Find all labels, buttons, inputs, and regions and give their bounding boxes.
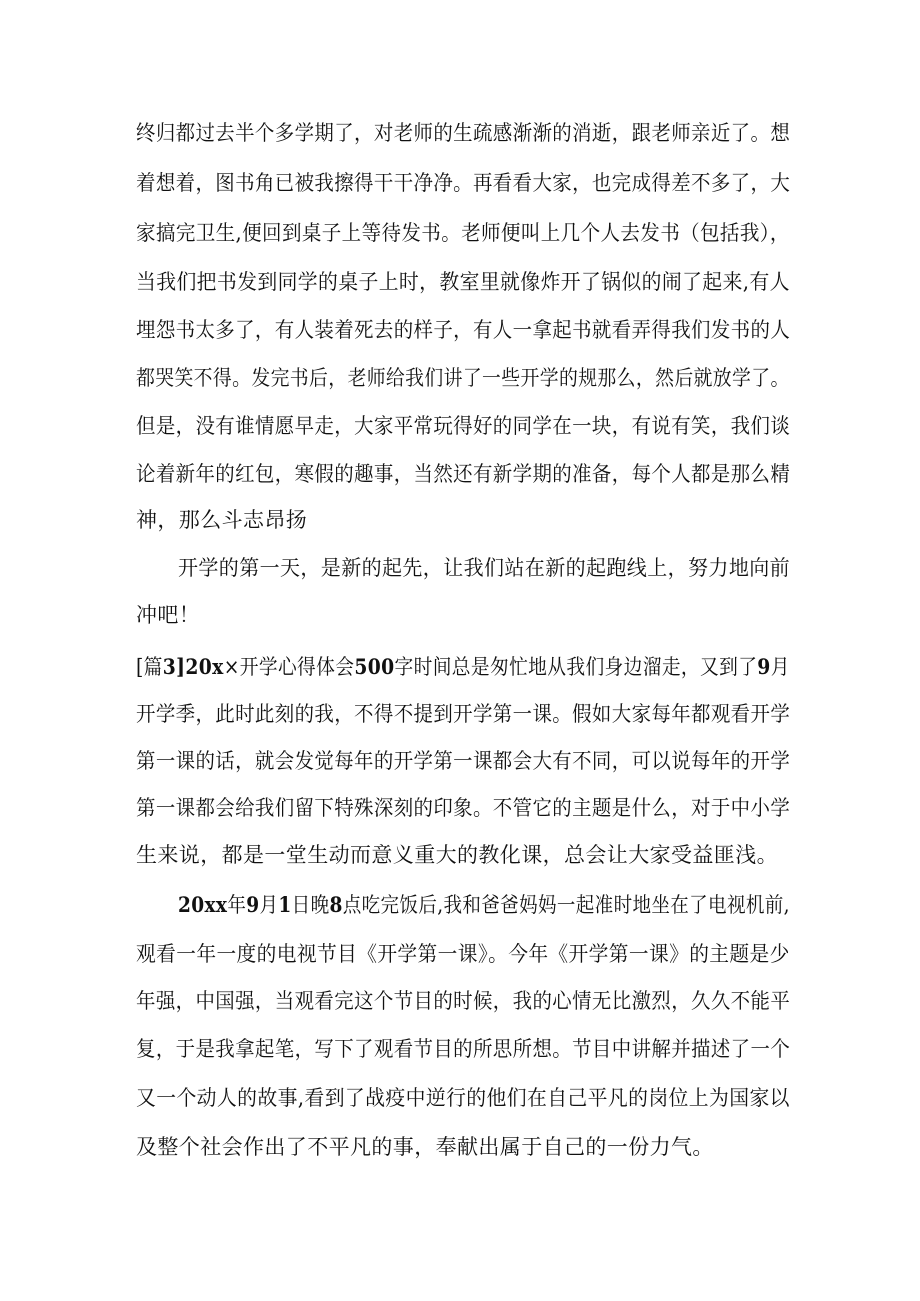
paragraph-1-line: 着想着，图书角已被我擦得干干净净。再看看大家，也完成得差不多了，大 <box>136 171 791 195</box>
paragraph-1-line: 论着新年的红包，寒假的趣事，当然还有新学期的准备，每个人都是那么精 <box>136 462 791 486</box>
paragraph-2-line: 冲吧！ <box>136 603 201 627</box>
date-text: 月 <box>259 893 279 917</box>
paragraph-1-line: 埋怨书太多了，有人装着死去的样子，有人一拿起书就看弄得我们发书的人 <box>136 318 791 342</box>
paragraph-4-line: 及整个社会作出了不平凡的事，奉献出属于自己的一份力气。 <box>136 1135 714 1159</box>
paragraph-3-line: 第一课的话，就会发觉每年的开学第一课都会大有不同，可以说每年的开学 <box>136 749 791 773</box>
heading-prefix: [篇 <box>136 655 163 679</box>
date-text: 点吃完饭后,我和爸爸妈妈一起准时地坐在了电视机前, <box>342 893 790 917</box>
heading-number: 500 <box>354 654 395 679</box>
paragraph-4-first-line <box>178 891 790 919</box>
date-number: 1 <box>278 892 292 917</box>
date-number: 8 <box>329 892 343 917</box>
paragraph-1-line: 终归都过去半个多学期了，对老师的生疏感渐渐的消逝，跟老师亲近了。想 <box>136 121 791 145</box>
heading-number: 9 <box>757 654 771 679</box>
paragraph-3-line: 第一课都会给我们留下特殊深刻的印象。不管它的主题是什么，对于中小学 <box>136 796 791 820</box>
paragraph-4-line: 年强，中国强，当观看完这个节目的时候，我的心情无比激烈，久久不能平 <box>136 989 791 1013</box>
paragraph-4-line: 复，于是我拿起笔，写下了观看节目的所思所想。节目中讲解并描述了一个 <box>136 1037 791 1061</box>
paragraph-4-line: 又一个动人的故事,看到了战疫中逆行的他们在自己平凡的岗位上为国家以 <box>136 1086 790 1110</box>
paragraph-1-line: 但是，没有谁情愿早走，大家平常玩得好的同学在一块，有说有笑，我们谈 <box>136 414 791 438</box>
paragraph-3-line: 开学季，此时此刻的我，不得不提到开学第一课。假如大家每年都观看开学 <box>136 702 791 726</box>
paragraph-3-line: 生来说，都是一堂生动而意义重大的教化课，总会让大家受益匪浅。 <box>136 843 778 867</box>
heading-number: 3]20x <box>162 654 224 679</box>
date-number: 9 <box>246 892 260 917</box>
date-text: 日晚 <box>291 893 330 917</box>
heading-text: 字时间总是匆忙地从我们身边溜走，又到了 <box>394 655 758 679</box>
paragraph-1-line: 都哭笑不得。发完书后，老师给我们讲了一些开学的规那么，然后就放学了。 <box>136 366 790 390</box>
paragraph-1-line: 当我们把书发到同学的桌子上时，教室里就像炸开了锅似的闹了起来,有人 <box>136 270 790 294</box>
paragraph-1-line: 神，那么斗志昂扬 <box>136 508 308 532</box>
date-text: 年 <box>227 893 247 917</box>
paragraph-4-line: 观看一年一度的电视节目《开学第一课》。今年《开学第一课》的主题是少 <box>136 942 790 966</box>
heading-text: ×开学心得体会 <box>223 655 355 679</box>
paragraph-2-line: 开学的第一天，是新的起先，让我们站在新的起跑线上，努力地向前 <box>178 556 791 580</box>
paragraph-1-line: 家搞完卫生,便回到桌子上等待发书。老师便叫上几个人去发书（包括我）， <box>136 221 790 245</box>
date-number: 20xx <box>178 892 228 917</box>
heading-text: 月 <box>770 655 790 679</box>
paragraph-3-heading <box>136 653 790 681</box>
